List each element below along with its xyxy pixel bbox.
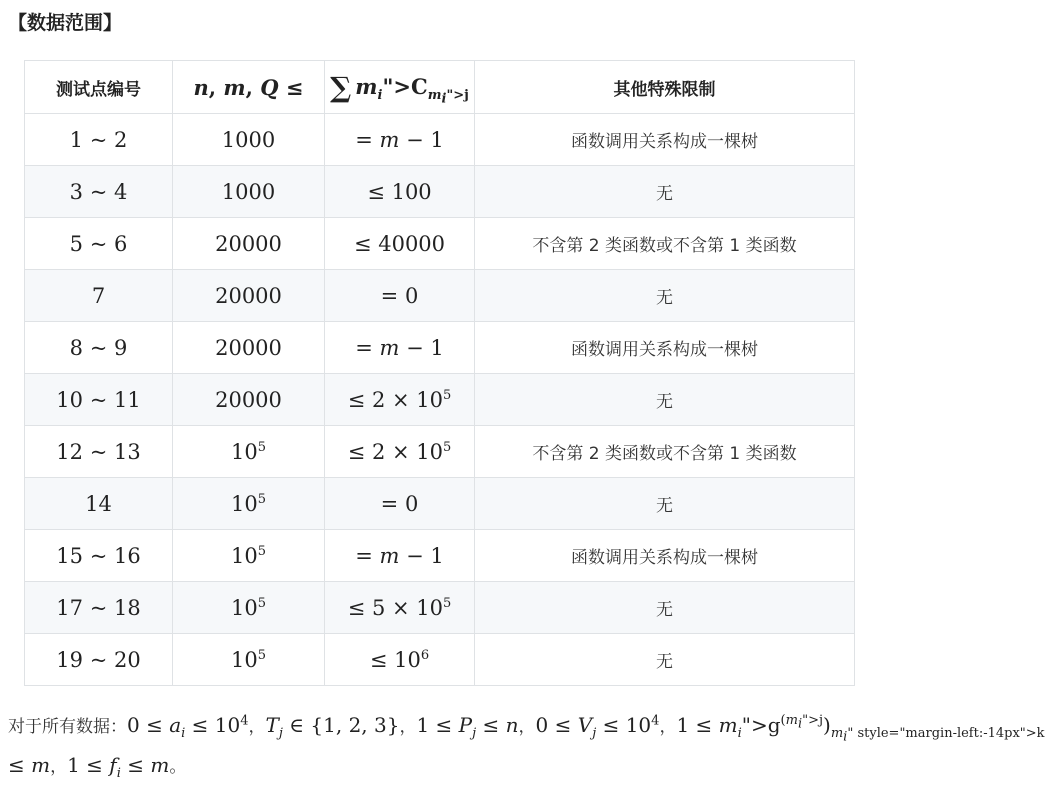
- constraints-note: [8, 706, 1058, 786]
- cell-testcase: 3 ~ 4: [69, 179, 128, 204]
- cell-nmq-cell: [173, 634, 325, 686]
- cell-testcase: 14: [85, 491, 112, 516]
- cell-other: 不含第 2 类函数或不含第 1 类函数: [532, 444, 797, 464]
- cell-nmq-cell: [173, 322, 325, 374]
- cell-other: 无: [656, 288, 673, 308]
- cell-testcase: 1 ~ 2: [69, 127, 128, 152]
- cell-testcase-cell: [25, 374, 173, 426]
- data-range-table: [24, 60, 855, 686]
- cell-nmq: 20000: [215, 283, 282, 308]
- table-row: [25, 582, 855, 634]
- cell-nmq-cell: [173, 478, 325, 530]
- cell-testcase-cell: [25, 478, 173, 530]
- cell-testcase: 7: [91, 283, 106, 308]
- cell-other: 无: [656, 600, 673, 620]
- cell-testcase-cell: [25, 322, 173, 374]
- cell-sum: ≤ $5 \times 10^5$: [347, 595, 452, 620]
- cell-sum: = 0: [380, 491, 419, 516]
- cell-testcase: 17 ~ 18: [56, 595, 141, 620]
- cell-testcase: 10 ~ 11: [56, 387, 141, 412]
- cell-sum: ≤ 40000: [353, 231, 446, 256]
- cell-sum: = m − 1: [355, 543, 444, 568]
- cell-nmq-cell: [173, 374, 325, 426]
- cell-sum-cell: [325, 166, 475, 218]
- cell-other: 无: [656, 184, 673, 204]
- cell-sum-cell: [325, 218, 475, 270]
- note-prefix: 对于所有数据：: [8, 717, 127, 737]
- cell-testcase-cell: [25, 166, 173, 218]
- cell-nmq: $10^5$: [230, 491, 266, 516]
- cell-testcase: 5 ~ 6: [69, 231, 128, 256]
- cell-nmq: 20000: [215, 231, 282, 256]
- cell-other: 不含第 2 类函数或不含第 1 类函数: [532, 236, 797, 256]
- cell-other-cell: [475, 166, 855, 218]
- cell-nmq-cell: [173, 270, 325, 322]
- cell-other-cell: [475, 322, 855, 374]
- note-sep: ，: [248, 717, 266, 737]
- table-row: [25, 218, 855, 270]
- cell-other: 函数调用关系构成一棵树: [571, 132, 758, 152]
- header-sum-math: ∑ $m_i">C_{m_i">j}$: [330, 70, 469, 107]
- note-sep: ，: [659, 717, 677, 737]
- note-sep: ，: [399, 717, 417, 737]
- constraint-t: $T_j$ ∈ {1, 2, 3}: [265, 713, 400, 741]
- cell-sum: = m − 1: [355, 335, 444, 360]
- cell-nmq-cell: [173, 114, 325, 166]
- cell-nmq-cell: [173, 530, 325, 582]
- cell-other-cell: [475, 426, 855, 478]
- cell-other: 无: [656, 496, 673, 516]
- cell-sum-cell: [325, 530, 475, 582]
- header-testcase: 测试点编号: [25, 61, 173, 114]
- cell-sum-cell: [325, 426, 475, 478]
- table-row: [25, 478, 855, 530]
- note-end: 。: [169, 757, 187, 777]
- header-sum: [325, 61, 475, 114]
- cell-sum: ≤ $10^6$: [369, 647, 430, 672]
- cell-other-cell: [475, 270, 855, 322]
- cell-sum: ≤ 100: [367, 179, 432, 204]
- header-nmq: [173, 61, 325, 114]
- table-row: [25, 322, 855, 374]
- cell-other: 无: [656, 652, 673, 672]
- cell-other-cell: [475, 374, 855, 426]
- table-row: [25, 166, 855, 218]
- table-row: [25, 374, 855, 426]
- cell-sum-cell: [325, 270, 475, 322]
- cell-nmq: $10^5$: [230, 439, 266, 464]
- cell-other: 无: [656, 392, 673, 412]
- constraint-g: $1 \le m_i">g^{(m_i">j})_{m_i" style="margin-left:-14px">k} \le m$: [8, 713, 1045, 777]
- table-row: [25, 634, 855, 686]
- cell-nmq-cell: [173, 582, 325, 634]
- cell-testcase: 19 ~ 20: [56, 647, 141, 672]
- note-sep: ，: [50, 757, 68, 777]
- table-header-row: [25, 61, 855, 114]
- cell-testcase-cell: [25, 218, 173, 270]
- header-other: 其他特殊限制: [475, 61, 855, 114]
- cell-nmq: $10^5$: [230, 595, 266, 620]
- table-row: [25, 426, 855, 478]
- constraint-a: $0 \le a_i \le 10^4$: [127, 713, 249, 741]
- cell-testcase-cell: [25, 634, 173, 686]
- cell-sum-cell: [325, 322, 475, 374]
- cell-other-cell: [475, 114, 855, 166]
- section-heading: 【数据范围】: [8, 12, 123, 34]
- cell-sum-cell: [325, 634, 475, 686]
- cell-nmq-cell: [173, 218, 325, 270]
- cell-other-cell: [475, 582, 855, 634]
- cell-nmq-cell: [173, 166, 325, 218]
- constraint-p: $1 \le P_j \le n$: [416, 713, 519, 741]
- table-row: [25, 530, 855, 582]
- cell-testcase-cell: [25, 114, 173, 166]
- cell-nmq: $10^5$: [230, 543, 266, 568]
- cell-sum: ≤ $2 \times 10^5$: [347, 439, 452, 464]
- cell-nmq: 1000: [221, 127, 276, 152]
- cell-sum: = m − 1: [355, 127, 444, 152]
- cell-other: 函数调用关系构成一棵树: [571, 548, 758, 568]
- cell-sum-cell: [325, 114, 475, 166]
- cell-testcase-cell: [25, 426, 173, 478]
- cell-other: 函数调用关系构成一棵树: [571, 340, 758, 360]
- cell-nmq: 20000: [215, 387, 282, 412]
- cell-testcase: 8 ~ 9: [69, 335, 128, 360]
- cell-sum-cell: [325, 374, 475, 426]
- header-nmq-math: n, m, Q ≤: [193, 74, 304, 100]
- cell-testcase-cell: [25, 270, 173, 322]
- cell-nmq: 1000: [221, 179, 276, 204]
- cell-nmq: 20000: [215, 335, 282, 360]
- note-sep: ，: [518, 717, 536, 737]
- cell-nmq: $10^5$: [230, 647, 266, 672]
- constraint-v: $0 \le V_j \le 10^4$: [535, 713, 660, 741]
- cell-sum-cell: [325, 582, 475, 634]
- cell-testcase-cell: [25, 530, 173, 582]
- cell-other-cell: [475, 478, 855, 530]
- cell-other-cell: [475, 530, 855, 582]
- cell-testcase: 12 ~ 13: [56, 439, 141, 464]
- cell-testcase-cell: [25, 582, 173, 634]
- cell-other-cell: [475, 634, 855, 686]
- constraint-f: $1 \le f_i \le m$: [67, 753, 170, 781]
- cell-nmq-cell: [173, 426, 325, 478]
- cell-other-cell: [475, 218, 855, 270]
- cell-sum-cell: [325, 478, 475, 530]
- cell-testcase: 15 ~ 16: [56, 543, 141, 568]
- cell-sum: ≤ $2 \times 10^5$: [347, 387, 452, 412]
- table-row: [25, 114, 855, 166]
- table-row: [25, 270, 855, 322]
- cell-sum: = 0: [380, 283, 419, 308]
